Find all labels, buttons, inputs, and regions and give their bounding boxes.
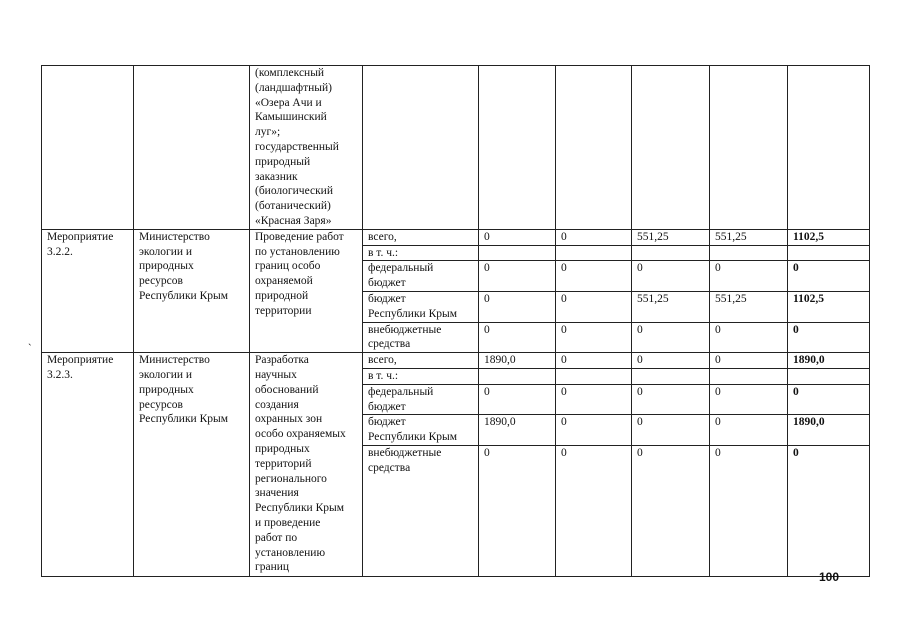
value-cell: 0 — [479, 384, 556, 415]
total-cell: 1890,0 — [788, 353, 870, 369]
continuation-description: (комплексный (ландшафтный) «Озера Ачи и Камышинский луг»; государственный природный заказник (биологический (ботанический) «Красная Заря» — [250, 66, 363, 230]
measure-executor: Министерство экологии и природных ресурсов Республики Крым — [134, 229, 250, 352]
value-cell: 0 — [710, 353, 788, 369]
value-cell: 0 — [556, 415, 632, 446]
funding-source: бюджет Республики Крым — [363, 415, 479, 446]
value-cell: 0 — [632, 415, 710, 446]
value-cell: 0 — [632, 384, 710, 415]
continuation-row — [42, 66, 870, 230]
value-cell: 0 — [710, 322, 788, 353]
value-cell: 551,25 — [632, 291, 710, 322]
value-cell: 1890,0 — [479, 353, 556, 369]
funding-source: в т. ч.: — [363, 368, 479, 384]
value-cell: 551,25 — [632, 229, 710, 245]
funding-source: всего, — [363, 353, 479, 369]
value-cell: 0 — [479, 261, 556, 292]
value-cell: 0 — [479, 291, 556, 322]
value-cell: 0 — [556, 445, 632, 576]
funding-source: внебюджетные средства — [363, 445, 479, 576]
value-cell: 0 — [556, 291, 632, 322]
budget-table — [41, 65, 870, 577]
value-cell: 1890,0 — [479, 415, 556, 446]
total-cell: 0 — [788, 445, 870, 576]
value-cell: 0 — [479, 322, 556, 353]
total-cell: 1102,5 — [788, 229, 870, 245]
value-cell: 0 — [632, 445, 710, 576]
table-row — [42, 353, 870, 369]
total-cell: 1890,0 — [788, 415, 870, 446]
value-cell: 0 — [710, 261, 788, 292]
funding-source: бюджет Республики Крым — [363, 291, 479, 322]
value-cell: 0 — [479, 229, 556, 245]
value-cell: 0 — [556, 322, 632, 353]
margin-mark: ` — [28, 343, 32, 355]
value-cell: 0 — [479, 445, 556, 576]
funding-source: федеральный бюджет — [363, 261, 479, 292]
value-cell: 0 — [556, 229, 632, 245]
table-row — [42, 229, 870, 245]
funding-source: федеральный бюджет — [363, 384, 479, 415]
total-cell: 0 — [788, 322, 870, 353]
value-cell: 0 — [710, 445, 788, 576]
measure-executor: Министерство экологии и природных ресурсов Республики Крым — [134, 353, 250, 577]
total-cell: 0 — [788, 261, 870, 292]
value-cell: 551,25 — [710, 291, 788, 322]
measure-name: Мероприятие 3.2.2. — [42, 229, 134, 352]
funding-source: всего, — [363, 229, 479, 245]
value-cell: 0 — [556, 353, 632, 369]
value-cell: 0 — [556, 261, 632, 292]
value-cell: 0 — [632, 353, 710, 369]
funding-source: внебюджетные средства — [363, 322, 479, 353]
value-cell: 0 — [632, 322, 710, 353]
total-cell: 1102,5 — [788, 291, 870, 322]
funding-source: в т. ч.: — [363, 245, 479, 261]
measure-name: Мероприятие 3.2.3. — [42, 353, 134, 577]
measure-description: Проведение работ по установлению границ особо охраняемой природной территории — [250, 229, 363, 352]
value-cell: 0 — [632, 261, 710, 292]
measure-description: Разработка научных обоснований создания охранных зон особо охраняемых природных территорий регионального значения Республики Крым и проведение работ по установлению границ — [250, 353, 363, 577]
page-number: 100 — [818, 570, 839, 584]
total-cell: 0 — [788, 384, 870, 415]
value-cell: 0 — [710, 415, 788, 446]
value-cell: 0 — [556, 384, 632, 415]
value-cell: 551,25 — [710, 229, 788, 245]
value-cell: 0 — [710, 384, 788, 415]
